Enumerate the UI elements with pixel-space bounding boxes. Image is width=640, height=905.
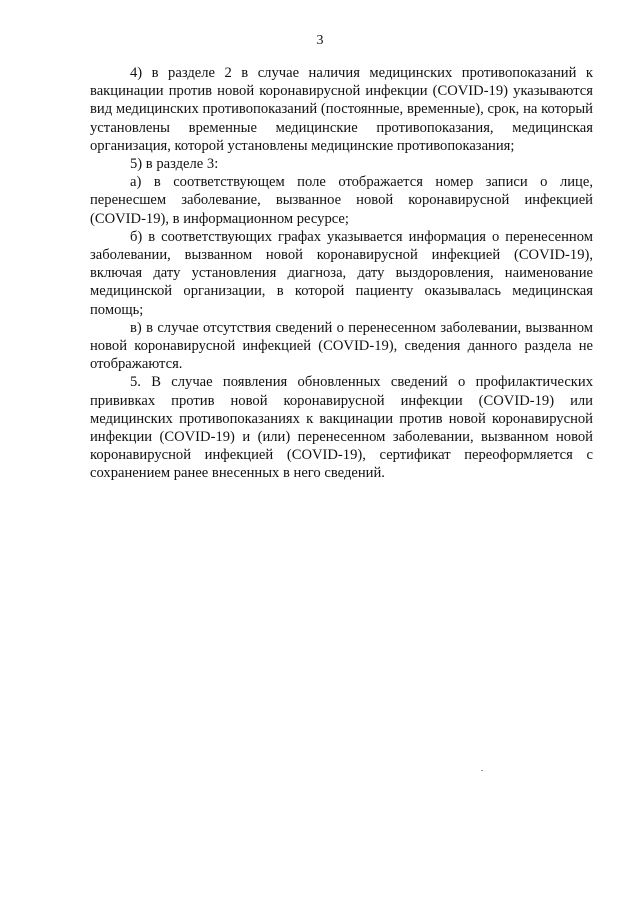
page-number: 3 bbox=[316, 33, 324, 48]
scan-speck bbox=[481, 770, 483, 771]
paragraph-section-2-contraindications: 4) в разделе 2 в случае наличия медицинских противопоказаний к вакцинации против новой коронавирусной инфекции (COVID-19) указываются вид медицинских противопоказаний (постоянные, временные), срок, на который установлены временные медицинские противопоказания, медицинская организация, которой установлены медицинские противопоказания; bbox=[90, 65, 593, 154]
paragraph-section-3-heading: 5) в разделе 3: bbox=[130, 156, 219, 173]
paragraph-3c-no-data: в) в случае отсутствия сведений о перенесенном заболевании, вызванном новой коронавирусной инфекцией (COVID-19), сведения данного раздела не отображаются. bbox=[90, 319, 593, 373]
paragraph-3a-record-number: а) в соответствующем поле отображается номер записи о лице, перенесшем заболевание, вызванное новой коронавирусной инфекцией (COVID-19), в информационном ресурсе; bbox=[90, 174, 593, 227]
paragraph-5-reissue: 5. В случае появления обновленных сведений о профилактических прививках против новой коронавирусной инфекции (COVID-19) или медицинских противопоказаниях к вакцинации против новой коронавирусной инфекции (COVID-19) и (или) перенесенном заболевании, вызванном новой коронавирусной инфекцией (COVID-19), сертификат переоформляется с сохранением ранее внесенных в него сведений. bbox=[90, 374, 593, 482]
document-body bbox=[90, 64, 593, 483]
paragraph-3b-illness-info: б) в соответствующих графах указывается информация о перенесенном заболевании, вызванном новой коронавирусной инфекцией (COVID-19), включая дату установления диагноза, дату выздоровления, наименование медицинской организации, в которой пациенту оказывалась медицинская помощь; bbox=[90, 228, 593, 318]
